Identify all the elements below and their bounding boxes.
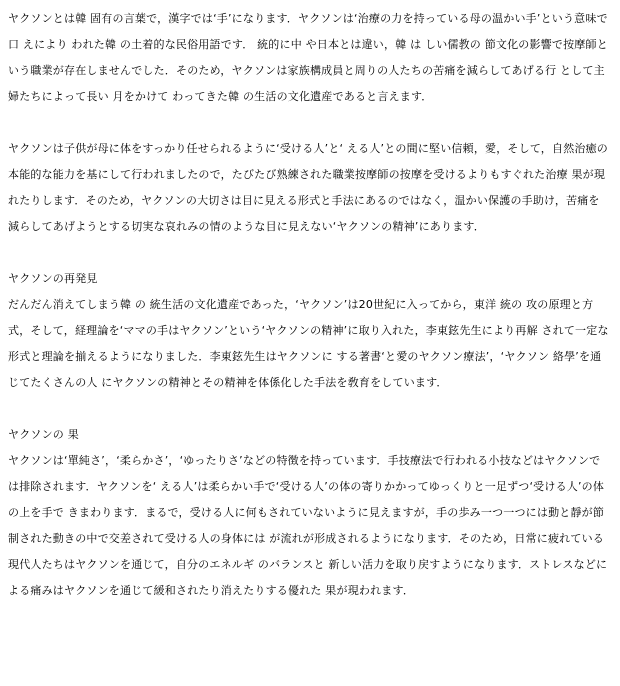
spirit-paragraph: ヤクソンは子供が母に体をすっかり任せられるように‘受ける人’と‘ える人’との間に堅い信頼，愛，そして，自然治癒の本能的な能力を基にして行われましたので，たびたび熟練された職業按摩師の按摩を受けるよりもすぐれた治療 果が現れたりします．そのため，ヤクソンの大切さは目に見える形式と手法にあるのではなく，温かい保護の手助け，苦痛を減らしてあげようとする切実な哀れみの情のような目に見えない‘ヤクソンの精神’にあります． (8, 142, 608, 233)
effects-paragraph: ヤクソンは‘單純さ’，‘柔らかさ’，‘ゆったりさ’などの特徴を持っています．手技療法で行われる小技などはヤクソンでは排除されます．ヤクソンを‘ える人’は柔らかい手で‘受ける人’の体の寄りかかってゆっくりと一足ずつ‘受ける人’の体の上を手で きまわります．まるで，受ける人に何もされていないように見えますが，手の歩み一つ一つには動と靜が節制された動きの中で交差されて受ける人の身体には が流れが形成されるようになります．そのため，日常に疲れている現代人たちはヤクソンを通じて，自分のエネルギ のバランスと 新しい活力を取り戻すようになります．ストレスなどによる痛みはヤクソンを通じて緩和されたり消えたりする優れた 果が現われます． (8, 454, 608, 597)
paragraph-gap (8, 396, 610, 422)
paragraph-gap (8, 240, 610, 266)
rediscovery-paragraph: だんだん消えてしまう韓 の 統生活の文化遺産であった，‘ヤクソン’は20世紀に入ってから，東洋 統の 攻の原理と方式，そして，経理論を‘ママの手はヤクソン’という‘ヤクソンの精神’に取り入れた，李東鉉先生により再解 されて一定な形式と理論を揃えるようになりました．李東鉉先生はヤクソンに する著書‘と愛のヤクソン療法’，‘ヤクソン 絡學’を通じてたくさんの人 にヤクソンの精神とその精神を体係化した手法を敎育をしています． (8, 298, 609, 389)
section-heading-rediscovery: ヤクソンの再発見 (8, 272, 98, 285)
paragraph-gap (8, 110, 610, 136)
section-heading-effects: ヤクソンの 果 (8, 428, 79, 441)
intro-paragraph: ヤクソンとは韓 固有の言葉で，漢字では‘手’になります．ヤクソンは‘治療の力を持っている母の温かい手’という意味で口 えにより われた韓 の土着的な民俗用語です． 統的に中 や日本とは違い，韓 は しい儒教の 節文化の影響で按摩師という職業が存在しませんでした．そのため，ヤクソンは家族構成員と周りの人たちの苦痛を減らしてあげる行 として主婦たちによって長い 月をかけて わってきた韓 の生活の文化遺産であると言えます． (8, 12, 608, 103)
